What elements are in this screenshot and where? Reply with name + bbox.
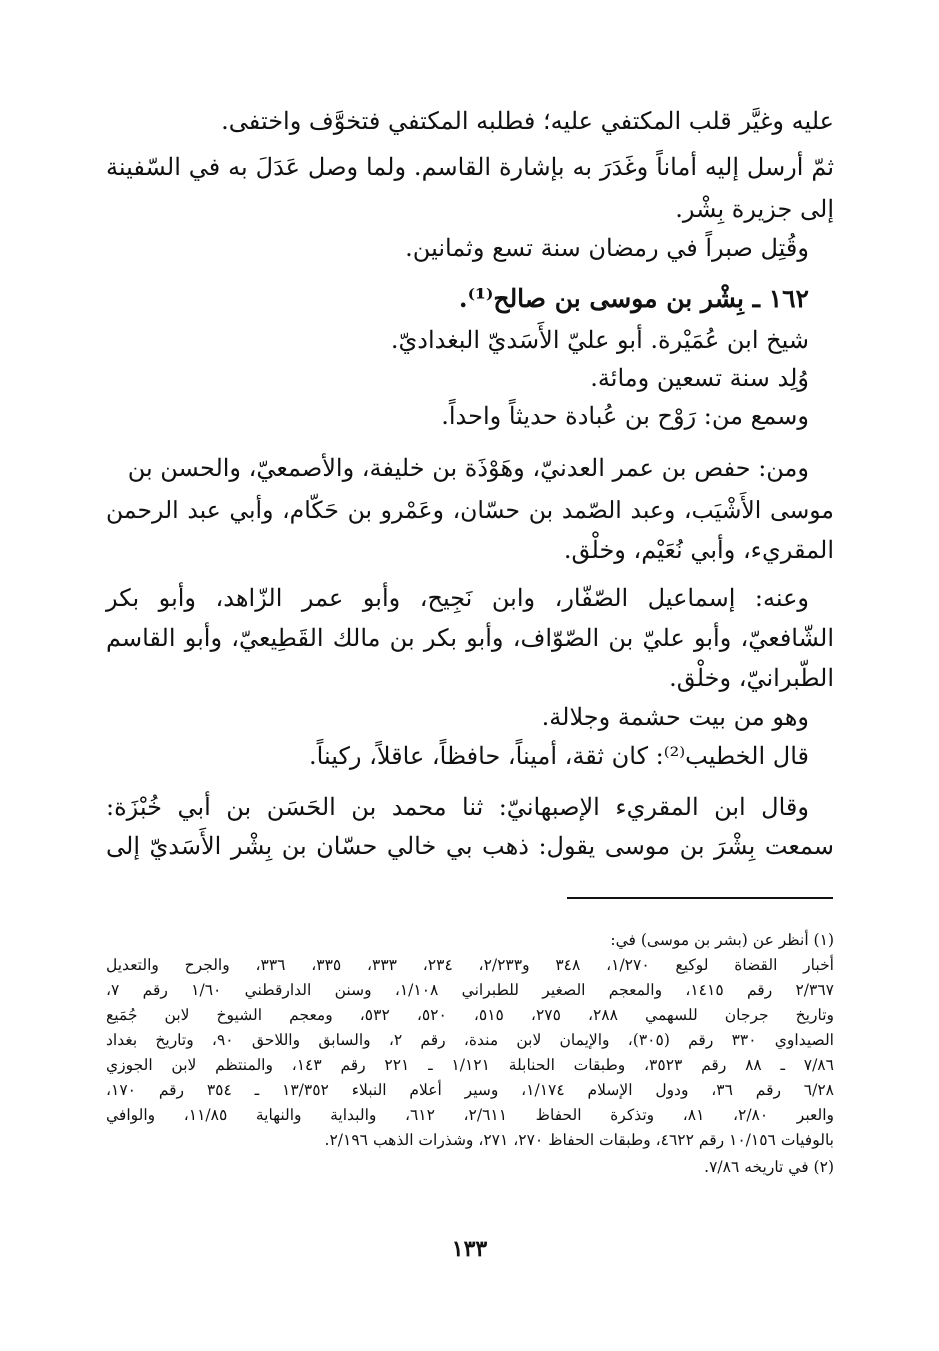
body-line-15: وهو من بيت حشمة وجلالة.: [541, 703, 809, 731]
footnote-line: ٧/٨٦ ـ ٨٨ رقم ٣٥٢٣، وطبقات الحنابلة ١/١٢١ ـ ٢٢١ رقم ١٤٣، والمنتظم لابن الجوزي: [106, 1056, 834, 1074]
footnote-line: ٦/٢٨ رقم ٣٦، ودول الإسلام ١/١٧٤، وسير أعلام النبلاء ١٣/٣٥٢ ـ ٣٥٤ رقم ١٧٠،: [106, 1081, 834, 1099]
body-line-10: موسى الأَشْيَب، وعبد الصّمد بن حسّان، وعَمْرو بن حَكّام، وأبي عبد الرحمن: [106, 496, 834, 524]
body-line-16: قال الخطيب⁽²⁾: كان ثقة، أميناً، حافظاً، عاقلاً، ركيناً.: [309, 742, 809, 770]
footnote-line: وتاريخ جرجان للسهمي ٢٨٨، ٢٧٥، ٥١٥، ٥٢٠، ٥٣٢، ومعجم الشيوخ لابن جُمَيع: [106, 1006, 834, 1024]
body-line-13: الشّافعيّ، وأبو عليّ بن الصّوّاف، وأبو بكر بن مالك القَطِيعيّ، وأبو القاسم: [106, 624, 834, 652]
footnote-line: الصيداوي ٣٣٠ رقم (٣٠٥)، والإيمان لابن مندة، رقم ٢، والسابق واللاحق ٩٠، وتاريخ بغداد: [106, 1031, 834, 1049]
footnote-1-title: (١) أنظر عن (بشر بن موسى) في:: [610, 931, 834, 949]
footnote-line: بالوفيات ١٠/١٥٦ رقم ٤٦٢٢، وطبقات الحفاظ ٢٧٠، ٢٧١، وشذرات الذهب ٢/١٩٦.: [324, 1131, 834, 1149]
entry-heading: ١٦٢ ـ بِشْر بن موسى بن صالح⁽¹⁾.: [458, 284, 809, 313]
body-line-17: وقال ابن المقريء الإصبهانيّ: ثنا محمد بن الحَسَن بن أبي خُبْزَة:: [106, 793, 809, 821]
body-line-6: شيخ ابن عُمَيْرة. أبو عليّ الأَسَديّ البغداديّ.: [390, 326, 809, 354]
body-line-3: إلى جزيرة بِشْر.: [675, 195, 834, 223]
page-number: ١٣٣: [451, 1236, 488, 1262]
body-line-12: وعنه: إسماعيل الصّفّار، وابن نَجِيح، وأبو عمر الزّاهد، وأبو بكر: [106, 584, 809, 612]
footnote-2: (٢) في تاريخه ٧/٨٦.: [704, 1158, 834, 1176]
body-line-2: ثمّ أرسل إليه أماناً وغَدَرَ به بإشارة القاسم. ولما وصل عَدَلَ به في السّفينة: [106, 153, 834, 181]
body-line-8: وسمع من: رَوْح بن عُبادة حديثاً واحداً.: [441, 402, 809, 430]
body-line-9: ومن: حفص بن عمر العدنيّ، وهَوْذَة بن خليفة، والأصمعيّ، والحسن بن: [127, 454, 809, 482]
footnote-line: أخبار القضاة لوكيع ١/٢٧٠، ٣٤٨ و٢/٢٣٣، ٢٣٤، ٣٣٣، ٣٣٥، ٣٣٦، والجرح والتعديل: [106, 956, 834, 974]
body-line-11: المقريء، وأبي نُعَيْم، وخلْق.: [563, 536, 834, 564]
body-line-14: الطّبرانيّ، وخلْق.: [669, 664, 834, 692]
footnote-line: والعبر ٢/٨٠، ٨١، وتذكرة الحفاظ ٢/٦١١، ٦١٢، والبداية والنهاية ١١/٨٥، والوافي: [106, 1106, 835, 1124]
body-line-18: سمعت بِشْرَ بن موسى يقول: ذهب بي خالي حسّان بن بِشْر الأَسَديّ إلى: [106, 832, 834, 860]
footnote-separator: [567, 897, 833, 899]
body-line-4: وقُتِل صبراً في رمضان سنة تسع وثمانين.: [405, 234, 809, 262]
footnote-line: ٢/٣٦٧ رقم ١٤١٥، والمعجم الصغير للطبراني ١/١٠٨، وسنن الدارقطني ١/٦٠ رقم ٧،: [106, 981, 834, 999]
body-line-7: وُلِد سنة تسعين ومائة.: [590, 364, 809, 392]
body-line-1: عليه وغيَّر قلب المكتفي عليه؛ فطلبه المكتفي فتخوَّف واختفى.: [221, 107, 834, 135]
